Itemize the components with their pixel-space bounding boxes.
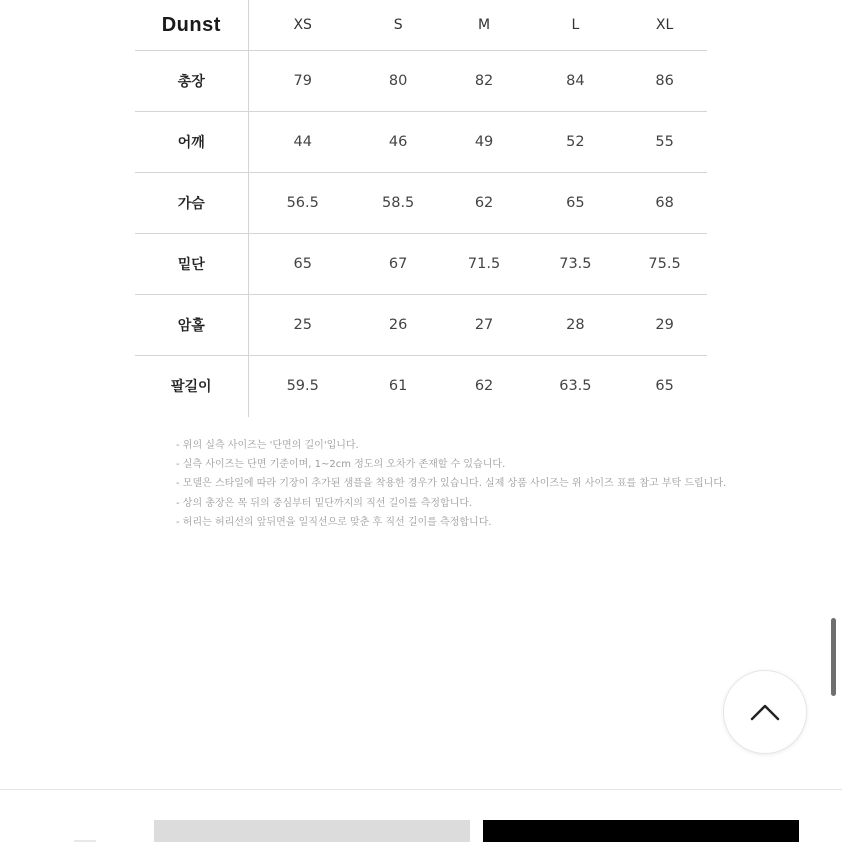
- note-item: - 상의 총장은 목 뒤의 중심부터 밑단까지의 직선 길이를 측정합니다.: [176, 497, 473, 509]
- table-row: [135, 112, 707, 173]
- table-row: [135, 173, 707, 234]
- table-cell: 25: [248, 295, 357, 356]
- secondary-action-button[interactable]: [154, 820, 470, 842]
- size-label-s: S: [357, 0, 440, 51]
- row-label: 팔길이: [135, 356, 248, 417]
- table-cell: 71.5: [439, 234, 528, 295]
- row-label: 밑단: [135, 234, 248, 295]
- table-cell: 29: [622, 295, 707, 356]
- table-cell: 68: [622, 173, 707, 234]
- table-cell: 82: [439, 51, 528, 112]
- table-cell: 61: [388, 378, 408, 395]
- size-notes-list: [176, 436, 726, 532]
- table-cell: 55: [622, 112, 707, 173]
- table-cell: 84: [529, 51, 623, 112]
- table-cell: 49: [439, 112, 528, 173]
- size-label-l: L: [529, 0, 623, 51]
- primary-action-button[interactable]: [483, 820, 799, 842]
- row-label: 가슴: [135, 173, 248, 234]
- table-cell: 86: [622, 51, 707, 112]
- table-cell: 26: [357, 295, 440, 356]
- table-row: [135, 295, 707, 356]
- brand-name: Dunst: [135, 0, 248, 51]
- scroll-to-top-button[interactable]: [723, 670, 807, 754]
- note-item: - 허리는 허리선의 앞뒤면을 일직선으로 맞춘 후 직선 길이를 측정합니다.: [176, 516, 492, 528]
- table-cell: 75.5: [622, 234, 707, 295]
- table-row: [135, 234, 707, 295]
- table-cell: 59.5: [286, 378, 319, 395]
- table-cell: 58.5: [357, 173, 440, 234]
- table-cell: 63.5: [559, 378, 592, 395]
- bottom-action-bar: [0, 789, 842, 842]
- table-row: [135, 356, 707, 417]
- scrollbar-thumb[interactable]: [831, 618, 836, 696]
- table-cell: 56.5: [248, 173, 357, 234]
- table-cell: 80: [357, 51, 440, 112]
- row-label: 어깨: [135, 112, 248, 173]
- chevron-up-icon: [749, 702, 781, 722]
- table-cell: 62: [439, 173, 528, 234]
- note-item: - 위의 실측 사이즈는 '단면의 길이'입니다.: [176, 440, 359, 451]
- table-cell: 65: [248, 234, 357, 295]
- note-item: - 모델은 스타일에 따라 기장이 추가된 샘플을 착용한 경우가 있습니다. 실제 상품 사이즈는 위 사이즈 표를 참고 부탁 드립니다.: [176, 478, 727, 490]
- table-cell: 65: [655, 378, 674, 395]
- table-cell: 28: [529, 295, 623, 356]
- table-cell: 62: [474, 378, 494, 395]
- row-label: 총장: [135, 51, 248, 112]
- note-item: - 실측 사이즈는 단면 기준이며, 1~2cm 정도의 오차가 존재할 수 있습니다.: [176, 459, 506, 471]
- table-cell: 44: [248, 112, 357, 173]
- table-cell: 73.5: [529, 234, 623, 295]
- table-cell: 65: [529, 173, 623, 234]
- table-cell: 52: [529, 112, 623, 173]
- size-label-xs: XS: [248, 0, 357, 51]
- size-header-row: [135, 0, 707, 51]
- table-row: [135, 51, 707, 112]
- table-cell: 46: [357, 112, 440, 173]
- row-label: 암홀: [135, 295, 248, 356]
- size-label-m: M: [439, 0, 528, 51]
- table-cell: 79: [248, 51, 357, 112]
- table-cell: 67: [357, 234, 440, 295]
- size-label-xl: XL: [622, 0, 707, 51]
- size-chart-table: [135, 0, 707, 417]
- table-cell: 27: [439, 295, 528, 356]
